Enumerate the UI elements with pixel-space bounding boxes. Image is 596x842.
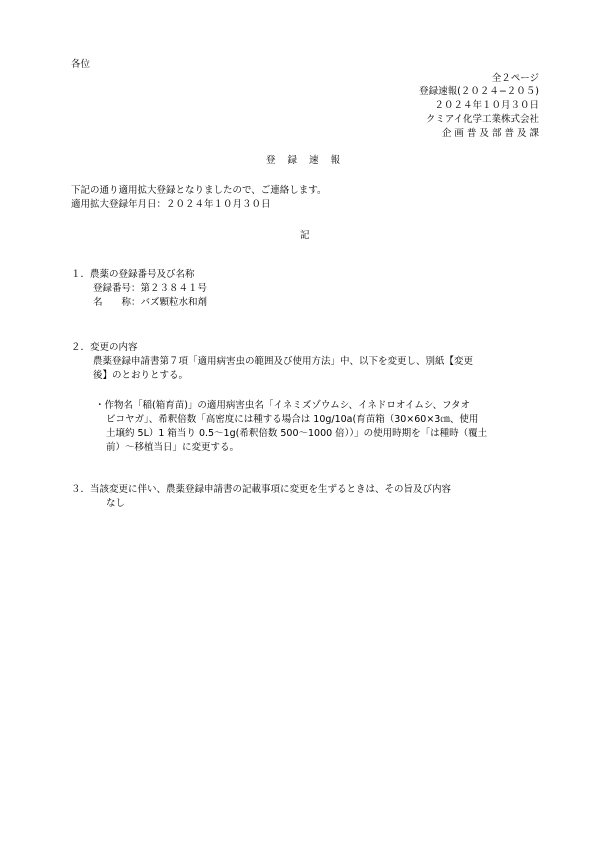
registration-number: 登録番号：第２３８４１号	[93, 283, 208, 294]
section-2-line-2: 後】のとおりとする。	[93, 370, 189, 381]
section-2-line-1: 農薬登録申請書第７項「適用病害虫の範囲及び使用方法」中、以下を変更し、別紙【変更	[93, 356, 474, 367]
company-name: クミアイ化学工業株式会社	[425, 114, 539, 125]
intro-line-1: 下記の通り適用拡大登録となりましたので、ご連絡します。	[71, 185, 327, 196]
ki-mark: 記	[300, 230, 310, 241]
addressee: 各位	[71, 59, 91, 70]
page-count: 全２ページ	[491, 73, 539, 84]
issue-date: ２０２４年１０月３０日	[434, 100, 539, 111]
change-bullet-line-1: ・作物名「稲(箱育苗)」の適用病害虫名「イネミズゾウムシ、イネドロオイムシ、フタオ	[95, 400, 470, 411]
section-2-heading: ２．変更の内容	[71, 342, 138, 353]
change-bullet-line-3: 土壌約 5L）1 箱当り 0.5～1g(希釈倍数 500～1000 倍））」の使用時期を「は種時（覆土	[106, 428, 488, 439]
section-3-heading: ３．当該変更に伴い、農薬登録申請書の記載事項に変更を生ずるときは、その旨及び内容	[71, 484, 452, 495]
document-number: 登録速報(２０２４−２０５)	[419, 86, 539, 97]
product-name: 名 称：バズ顆粒水和剤	[93, 297, 208, 308]
section-1-heading: １．農薬の登録番号及び名称	[71, 269, 195, 280]
department-name: 企 画 普 及 部 普 及 課	[441, 128, 539, 139]
intro-line-2: 適用拡大登録年月日：２０２４年１０月３０日	[71, 199, 271, 210]
change-bullet-line-4: 前）～移植当日」に変更する。	[106, 442, 240, 453]
document-title: 登録速報	[266, 155, 353, 166]
change-bullet-line-2: ビコヤガ」、希釈倍数「高密度には種する場合は 10g/10a(育苗箱（30×60×3㎝、使用	[106, 414, 479, 425]
section-3-body: なし	[106, 498, 126, 509]
